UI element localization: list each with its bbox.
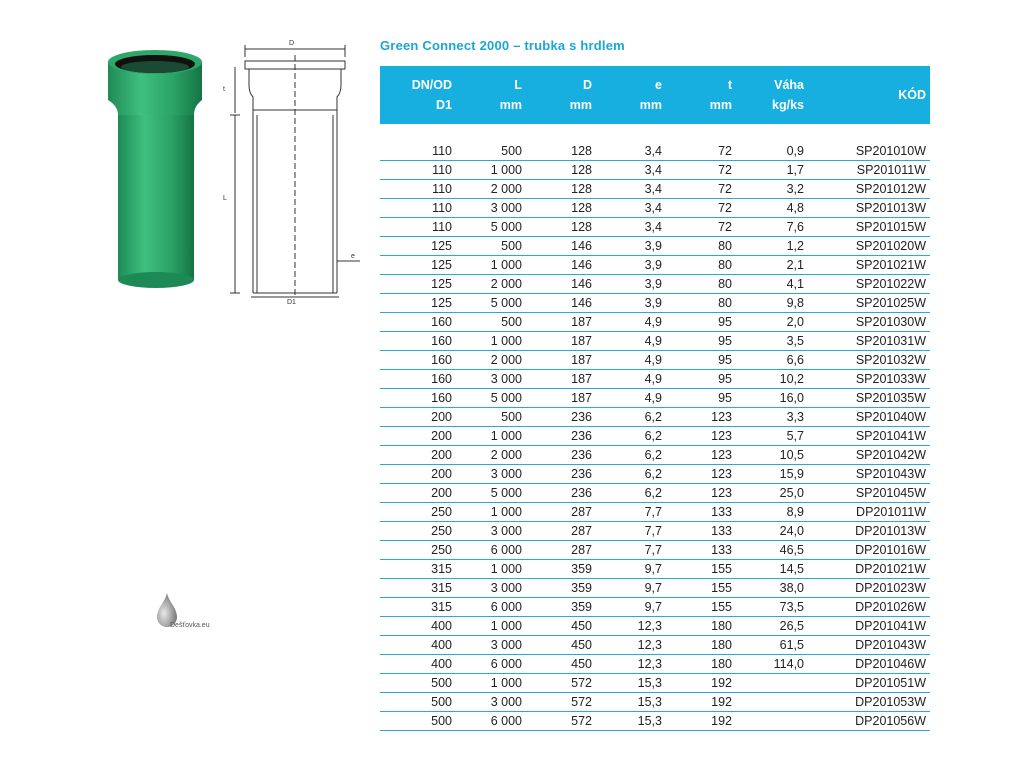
cell-e: 15,3 bbox=[592, 674, 662, 693]
cell-e: 3,9 bbox=[592, 294, 662, 313]
cell-vaha: 6,6 bbox=[732, 351, 804, 370]
header-vaha: Váha kg/ks bbox=[732, 66, 804, 124]
cell-kod: DP201026W bbox=[804, 598, 930, 617]
cell-kod: SP201013W bbox=[804, 199, 930, 218]
table-row bbox=[380, 389, 930, 408]
table-row bbox=[380, 674, 930, 693]
cell-dn-od: 160 bbox=[380, 313, 452, 332]
cell-kod: SP201033W bbox=[804, 370, 930, 389]
cell-kod: DP201016W bbox=[804, 541, 930, 560]
cell-d: 146 bbox=[522, 237, 592, 256]
table-row bbox=[380, 655, 930, 674]
cell-vaha: 24,0 bbox=[732, 522, 804, 541]
cell-d: 128 bbox=[522, 218, 592, 237]
table-row bbox=[380, 541, 930, 560]
cell-kod: DP201046W bbox=[804, 655, 930, 674]
cell-kod: DP201043W bbox=[804, 636, 930, 655]
header-d: D mm bbox=[522, 66, 592, 124]
cell-e: 3,9 bbox=[592, 275, 662, 294]
cell-e: 4,9 bbox=[592, 332, 662, 351]
cell-t: 72 bbox=[662, 199, 732, 218]
cell-t: 123 bbox=[662, 427, 732, 446]
cell-t: 95 bbox=[662, 332, 732, 351]
cell-dn-od: 250 bbox=[380, 522, 452, 541]
cell-dn-od: 200 bbox=[380, 446, 452, 465]
cell-vaha bbox=[732, 693, 804, 712]
cell-e: 12,3 bbox=[592, 655, 662, 674]
cell-e: 3,9 bbox=[592, 237, 662, 256]
cell-e: 7,7 bbox=[592, 503, 662, 522]
cell-vaha: 4,1 bbox=[732, 275, 804, 294]
cell-d: 187 bbox=[522, 332, 592, 351]
cell-d: 287 bbox=[522, 541, 592, 560]
cell-vaha: 10,5 bbox=[732, 446, 804, 465]
table-row bbox=[380, 522, 930, 541]
cell-t: 133 bbox=[662, 522, 732, 541]
cell-dn-od: 110 bbox=[380, 199, 452, 218]
cell-dn-od: 500 bbox=[380, 712, 452, 731]
cell-d: 128 bbox=[522, 180, 592, 199]
cell-t: 155 bbox=[662, 598, 732, 617]
cell-t: 192 bbox=[662, 693, 732, 712]
cell-e: 15,3 bbox=[592, 693, 662, 712]
cell-d: 359 bbox=[522, 560, 592, 579]
cell-e: 3,4 bbox=[592, 218, 662, 237]
cell-d: 128 bbox=[522, 142, 592, 161]
cell-vaha: 8,9 bbox=[732, 503, 804, 522]
cell-l: 6 000 bbox=[452, 655, 522, 674]
table-row bbox=[380, 199, 930, 218]
cell-l: 1 000 bbox=[452, 332, 522, 351]
cell-t: 80 bbox=[662, 275, 732, 294]
cell-dn-od: 500 bbox=[380, 674, 452, 693]
drawing-label-e: e bbox=[351, 253, 355, 260]
cell-l: 500 bbox=[452, 237, 522, 256]
cell-dn-od: 400 bbox=[380, 617, 452, 636]
table-header-row bbox=[380, 66, 930, 124]
cell-kod: SP201010W bbox=[804, 142, 930, 161]
drawing-label-d: D bbox=[289, 40, 295, 47]
pipe-illustration bbox=[90, 40, 210, 290]
cell-kod: SP201015W bbox=[804, 218, 930, 237]
cell-l: 2 000 bbox=[452, 275, 522, 294]
cell-dn-od: 250 bbox=[380, 541, 452, 560]
cell-t: 72 bbox=[662, 142, 732, 161]
cell-t: 95 bbox=[662, 351, 732, 370]
cell-d: 450 bbox=[522, 636, 592, 655]
cell-t: 133 bbox=[662, 503, 732, 522]
cell-vaha: 73,5 bbox=[732, 598, 804, 617]
cell-e: 3,4 bbox=[592, 199, 662, 218]
header-e: e mm bbox=[592, 66, 662, 124]
cell-t: 95 bbox=[662, 313, 732, 332]
table-row bbox=[380, 161, 930, 180]
cell-d: 236 bbox=[522, 408, 592, 427]
table-row bbox=[380, 484, 930, 503]
cell-l: 2 000 bbox=[452, 446, 522, 465]
cell-dn-od: 400 bbox=[380, 636, 452, 655]
cell-l: 5 000 bbox=[452, 218, 522, 237]
table-row bbox=[380, 446, 930, 465]
cell-e: 4,9 bbox=[592, 389, 662, 408]
cell-dn-od: 315 bbox=[380, 579, 452, 598]
cell-vaha: 16,0 bbox=[732, 389, 804, 408]
table-row bbox=[380, 712, 930, 731]
cell-d: 287 bbox=[522, 503, 592, 522]
cell-kod: SP201021W bbox=[804, 256, 930, 275]
cell-d: 187 bbox=[522, 351, 592, 370]
cell-e: 6,2 bbox=[592, 484, 662, 503]
cell-vaha: 1,7 bbox=[732, 161, 804, 180]
cell-e: 12,3 bbox=[592, 636, 662, 655]
cell-l: 3 000 bbox=[452, 465, 522, 484]
cell-t: 155 bbox=[662, 579, 732, 598]
cell-e: 4,9 bbox=[592, 313, 662, 332]
cell-t: 123 bbox=[662, 465, 732, 484]
table-row bbox=[380, 275, 930, 294]
cell-t: 95 bbox=[662, 370, 732, 389]
cell-e: 4,9 bbox=[592, 370, 662, 389]
cell-d: 236 bbox=[522, 484, 592, 503]
cell-d: 450 bbox=[522, 617, 592, 636]
cell-l: 3 000 bbox=[452, 579, 522, 598]
cell-e: 3,4 bbox=[592, 180, 662, 199]
table-row bbox=[380, 636, 930, 655]
cell-vaha: 7,6 bbox=[732, 218, 804, 237]
pipe-technical-drawing bbox=[215, 35, 365, 305]
cell-l: 6 000 bbox=[452, 712, 522, 731]
cell-e: 6,2 bbox=[592, 427, 662, 446]
cell-e: 6,2 bbox=[592, 465, 662, 484]
cell-vaha: 114,0 bbox=[732, 655, 804, 674]
header-kod: KÓD bbox=[804, 66, 930, 124]
cell-d: 236 bbox=[522, 446, 592, 465]
cell-d: 236 bbox=[522, 427, 592, 446]
cell-e: 7,7 bbox=[592, 522, 662, 541]
cell-l: 6 000 bbox=[452, 598, 522, 617]
cell-kod: SP201025W bbox=[804, 294, 930, 313]
drawing-label-l: L bbox=[223, 195, 227, 202]
cell-t: 95 bbox=[662, 389, 732, 408]
cell-dn-od: 200 bbox=[380, 484, 452, 503]
cell-e: 3,9 bbox=[592, 256, 662, 275]
cell-dn-od: 250 bbox=[380, 503, 452, 522]
table-row bbox=[380, 294, 930, 313]
cell-vaha: 15,9 bbox=[732, 465, 804, 484]
table-row bbox=[380, 465, 930, 484]
cell-l: 5 000 bbox=[452, 389, 522, 408]
cell-kod: SP201045W bbox=[804, 484, 930, 503]
cell-e: 9,7 bbox=[592, 598, 662, 617]
header-t: t mm bbox=[662, 66, 732, 124]
cell-vaha: 0,9 bbox=[732, 142, 804, 161]
cell-l: 1 000 bbox=[452, 617, 522, 636]
cell-vaha: 10,2 bbox=[732, 370, 804, 389]
cell-dn-od: 110 bbox=[380, 218, 452, 237]
cell-d: 572 bbox=[522, 693, 592, 712]
cell-vaha: 61,5 bbox=[732, 636, 804, 655]
cell-e: 12,3 bbox=[592, 617, 662, 636]
cell-kod: DP201056W bbox=[804, 712, 930, 731]
cell-e: 7,7 bbox=[592, 541, 662, 560]
cell-dn-od: 125 bbox=[380, 237, 452, 256]
table-row bbox=[380, 503, 930, 522]
cell-kod: SP201040W bbox=[804, 408, 930, 427]
cell-e: 9,7 bbox=[592, 560, 662, 579]
cell-kod: DP201051W bbox=[804, 674, 930, 693]
cell-l: 5 000 bbox=[452, 294, 522, 313]
cell-kod: SP201042W bbox=[804, 446, 930, 465]
cell-d: 146 bbox=[522, 294, 592, 313]
cell-kod: SP201041W bbox=[804, 427, 930, 446]
cell-kod: SP201032W bbox=[804, 351, 930, 370]
cell-dn-od: 500 bbox=[380, 693, 452, 712]
table-row bbox=[380, 408, 930, 427]
cell-kod: DP201013W bbox=[804, 522, 930, 541]
cell-kod: DP201023W bbox=[804, 579, 930, 598]
cell-dn-od: 315 bbox=[380, 560, 452, 579]
cell-vaha: 3,2 bbox=[732, 180, 804, 199]
cell-vaha bbox=[732, 712, 804, 731]
cell-dn-od: 200 bbox=[380, 465, 452, 484]
cell-l: 2 000 bbox=[452, 180, 522, 199]
cell-e: 3,4 bbox=[592, 161, 662, 180]
table-row bbox=[380, 237, 930, 256]
cell-kod: SP201035W bbox=[804, 389, 930, 408]
cell-l: 1 000 bbox=[452, 560, 522, 579]
cell-l: 3 000 bbox=[452, 522, 522, 541]
table-row bbox=[380, 142, 930, 161]
cell-l: 3 000 bbox=[452, 693, 522, 712]
cell-vaha: 5,7 bbox=[732, 427, 804, 446]
cell-dn-od: 160 bbox=[380, 389, 452, 408]
cell-t: 72 bbox=[662, 161, 732, 180]
cell-kod: SP201012W bbox=[804, 180, 930, 199]
cell-l: 3 000 bbox=[452, 199, 522, 218]
table-row bbox=[380, 180, 930, 199]
cell-vaha: 2,1 bbox=[732, 256, 804, 275]
cell-d: 450 bbox=[522, 655, 592, 674]
cell-l: 1 000 bbox=[452, 256, 522, 275]
cell-d: 287 bbox=[522, 522, 592, 541]
cell-t: 192 bbox=[662, 674, 732, 693]
cell-l: 1 000 bbox=[452, 161, 522, 180]
cell-l: 2 000 bbox=[452, 351, 522, 370]
cell-e: 6,2 bbox=[592, 446, 662, 465]
cell-dn-od: 315 bbox=[380, 598, 452, 617]
cell-t: 180 bbox=[662, 617, 732, 636]
cell-kod: SP201043W bbox=[804, 465, 930, 484]
cell-vaha: 25,0 bbox=[732, 484, 804, 503]
cell-t: 123 bbox=[662, 408, 732, 427]
table-row bbox=[380, 351, 930, 370]
table-row bbox=[380, 560, 930, 579]
cell-kod: SP201030W bbox=[804, 313, 930, 332]
cell-vaha: 3,3 bbox=[732, 408, 804, 427]
cell-dn-od: 160 bbox=[380, 370, 452, 389]
cell-vaha: 4,8 bbox=[732, 199, 804, 218]
cell-d: 146 bbox=[522, 275, 592, 294]
table-row bbox=[380, 370, 930, 389]
cell-kod: DP201021W bbox=[804, 560, 930, 579]
cell-d: 187 bbox=[522, 313, 592, 332]
cell-t: 80 bbox=[662, 294, 732, 313]
cell-t: 123 bbox=[662, 484, 732, 503]
cell-vaha: 26,5 bbox=[732, 617, 804, 636]
cell-vaha: 38,0 bbox=[732, 579, 804, 598]
cell-d: 128 bbox=[522, 199, 592, 218]
cell-dn-od: 110 bbox=[380, 142, 452, 161]
cell-d: 236 bbox=[522, 465, 592, 484]
cell-dn-od: 160 bbox=[380, 351, 452, 370]
cell-vaha bbox=[732, 674, 804, 693]
cell-dn-od: 125 bbox=[380, 256, 452, 275]
cell-kod: DP201053W bbox=[804, 693, 930, 712]
cell-l: 1 000 bbox=[452, 674, 522, 693]
drawing-label-d1: D1 bbox=[287, 299, 296, 305]
cell-t: 72 bbox=[662, 180, 732, 199]
table-row bbox=[380, 617, 930, 636]
cell-dn-od: 200 bbox=[380, 408, 452, 427]
cell-l: 1 000 bbox=[452, 503, 522, 522]
cell-kod: DP201041W bbox=[804, 617, 930, 636]
cell-l: 6 000 bbox=[452, 541, 522, 560]
cell-kod: SP201031W bbox=[804, 332, 930, 351]
cell-kod: DP201011W bbox=[804, 503, 930, 522]
table-row bbox=[380, 332, 930, 351]
cell-dn-od: 125 bbox=[380, 294, 452, 313]
cell-dn-od: 160 bbox=[380, 332, 452, 351]
cell-e: 15,3 bbox=[592, 712, 662, 731]
table-spacer-row bbox=[380, 124, 930, 142]
cell-l: 500 bbox=[452, 142, 522, 161]
cell-dn-od: 200 bbox=[380, 427, 452, 446]
cell-t: 80 bbox=[662, 256, 732, 275]
cell-t: 180 bbox=[662, 655, 732, 674]
cell-vaha: 2,0 bbox=[732, 313, 804, 332]
cell-kod: SP201020W bbox=[804, 237, 930, 256]
table-row bbox=[380, 427, 930, 446]
cell-e: 6,2 bbox=[592, 408, 662, 427]
cell-t: 72 bbox=[662, 218, 732, 237]
cell-vaha: 1,2 bbox=[732, 237, 804, 256]
cell-vaha: 9,8 bbox=[732, 294, 804, 313]
cell-l: 5 000 bbox=[452, 484, 522, 503]
cell-d: 146 bbox=[522, 256, 592, 275]
cell-dn-od: 110 bbox=[380, 180, 452, 199]
cell-t: 192 bbox=[662, 712, 732, 731]
cell-dn-od: 125 bbox=[380, 275, 452, 294]
cell-e: 4,9 bbox=[592, 351, 662, 370]
table-row bbox=[380, 313, 930, 332]
cell-l: 3 000 bbox=[452, 370, 522, 389]
cell-l: 500 bbox=[452, 408, 522, 427]
cell-t: 133 bbox=[662, 541, 732, 560]
cell-d: 572 bbox=[522, 674, 592, 693]
cell-d: 128 bbox=[522, 161, 592, 180]
cell-e: 9,7 bbox=[592, 579, 662, 598]
page-title: Green Connect 2000 – trubka s hrdlem bbox=[380, 38, 625, 53]
cell-dn-od: 400 bbox=[380, 655, 452, 674]
table-row bbox=[380, 256, 930, 275]
cell-vaha: 3,5 bbox=[732, 332, 804, 351]
cell-vaha: 46,5 bbox=[732, 541, 804, 560]
cell-l: 1 000 bbox=[452, 427, 522, 446]
cell-vaha: 14,5 bbox=[732, 560, 804, 579]
cell-t: 123 bbox=[662, 446, 732, 465]
cell-t: 155 bbox=[662, 560, 732, 579]
cell-dn-od: 110 bbox=[380, 161, 452, 180]
cell-t: 80 bbox=[662, 237, 732, 256]
cell-kod: SP201022W bbox=[804, 275, 930, 294]
cell-l: 500 bbox=[452, 313, 522, 332]
cell-d: 187 bbox=[522, 370, 592, 389]
cell-t: 180 bbox=[662, 636, 732, 655]
cell-d: 359 bbox=[522, 579, 592, 598]
cell-l: 3 000 bbox=[452, 636, 522, 655]
table-row bbox=[380, 579, 930, 598]
cell-d: 187 bbox=[522, 389, 592, 408]
header-dn-od: DN/OD D1 bbox=[380, 66, 452, 124]
header-l: L mm bbox=[452, 66, 522, 124]
table-row bbox=[380, 218, 930, 237]
cell-kod: SP201011W bbox=[804, 161, 930, 180]
table-row bbox=[380, 693, 930, 712]
logo-text: Dešťovka.eu bbox=[170, 622, 210, 629]
cell-d: 359 bbox=[522, 598, 592, 617]
table-row bbox=[380, 598, 930, 617]
drawing-label-t: t bbox=[223, 86, 225, 93]
spec-table bbox=[380, 66, 930, 731]
cell-e: 3,4 bbox=[592, 142, 662, 161]
cell-d: 572 bbox=[522, 712, 592, 731]
